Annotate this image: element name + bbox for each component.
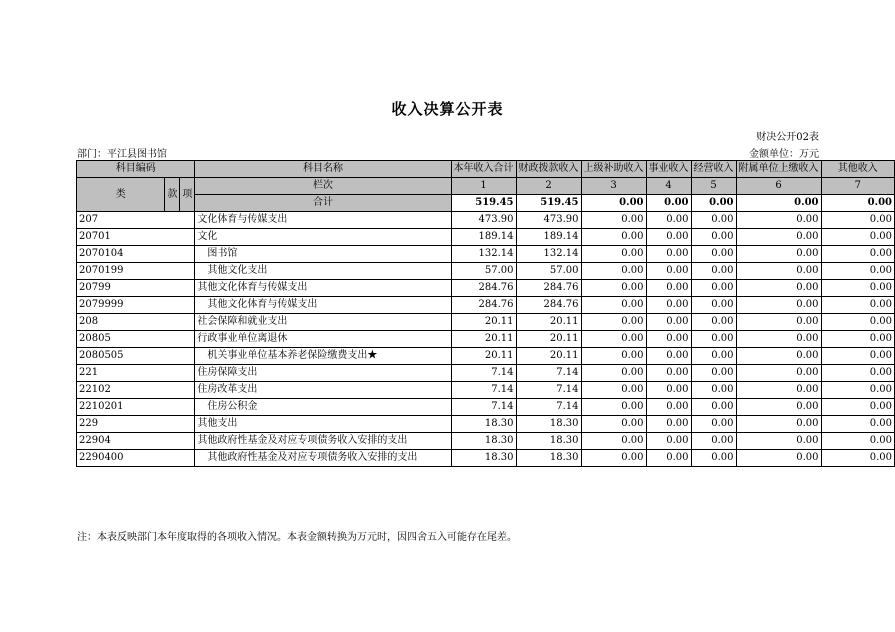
- amount-cell: 0.00: [821, 331, 894, 348]
- subject-name: 住房公积金: [195, 399, 451, 416]
- total-value: 0.00: [581, 195, 646, 212]
- amount-cell: 0.00: [646, 280, 691, 297]
- amount-cell: 0.00: [581, 212, 646, 229]
- amount-cell: 0.00: [691, 246, 736, 263]
- footnote: 注：本表反映部门本年度取得的各项收入情况。本表金额转换为万元时，因四舍五入可能存在尾差。: [77, 532, 517, 543]
- column-number-row: [77, 178, 895, 195]
- subject-code: 207: [77, 212, 195, 229]
- amount-cell: 18.30: [516, 416, 581, 433]
- amount-cell: 0.00: [646, 246, 691, 263]
- col-num: 1: [451, 178, 516, 195]
- subject-code: 229: [77, 416, 195, 433]
- table-row: [77, 246, 895, 263]
- amount-cell: 189.14: [516, 229, 581, 246]
- col-num: 4: [646, 178, 691, 195]
- amount-cell: 0.00: [691, 297, 736, 314]
- subject-name: 其他支出: [195, 416, 451, 433]
- total-value: 0.00: [821, 195, 894, 212]
- amount-cell: 0.00: [691, 382, 736, 399]
- amount-cell: 0.00: [581, 297, 646, 314]
- header-xiang: 项: [180, 178, 195, 212]
- amount-cell: 0.00: [646, 399, 691, 416]
- amount-cell: 0.00: [581, 348, 646, 365]
- amount-cell: 0.00: [691, 212, 736, 229]
- amount-cell: 0.00: [581, 263, 646, 280]
- amount-cell: 0.00: [691, 348, 736, 365]
- amount-cell: 18.30: [451, 433, 516, 450]
- amount-cell: 0.00: [581, 246, 646, 263]
- amount-cell: 0.00: [646, 314, 691, 331]
- table-row: [77, 450, 895, 467]
- amount-cell: 0.00: [736, 246, 821, 263]
- amount-cell: 0.00: [691, 263, 736, 280]
- amount-cell: 0.00: [646, 229, 691, 246]
- amount-cell: 20.11: [451, 331, 516, 348]
- table-row: [77, 314, 895, 331]
- amount-cell: 0.00: [691, 450, 736, 467]
- col-num: 3: [581, 178, 646, 195]
- amount-cell: 0.00: [821, 246, 894, 263]
- subject-code: 2210201: [77, 399, 195, 416]
- subject-name: 文化体育与传媒支出: [195, 212, 451, 229]
- amount-cell: 0.00: [821, 365, 894, 382]
- amount-cell: 0.00: [691, 280, 736, 297]
- amount-cell: 0.00: [646, 348, 691, 365]
- subject-code: 2080505: [77, 348, 195, 365]
- amount-cell: 189.14: [451, 229, 516, 246]
- amount-cell: 18.30: [516, 450, 581, 467]
- amount-cell: 18.30: [451, 450, 516, 467]
- subject-name: 图书馆: [195, 246, 451, 263]
- total-value: 0.00: [691, 195, 736, 212]
- col-num: 5: [691, 178, 736, 195]
- amount-cell: 0.00: [581, 416, 646, 433]
- header-col7: 其他收入: [821, 161, 894, 178]
- subject-code: 208: [77, 314, 195, 331]
- amount-cell: 0.00: [736, 263, 821, 280]
- amount-cell: 0.00: [646, 416, 691, 433]
- subject-name: 行政事业单位离退休: [195, 331, 451, 348]
- amount-cell: 473.90: [451, 212, 516, 229]
- header-lanci: 栏次: [195, 178, 451, 195]
- amount-cell: 0.00: [581, 365, 646, 382]
- subject-code: 2070199: [77, 263, 195, 280]
- amount-cell: 7.14: [451, 399, 516, 416]
- header-lei: 类: [77, 178, 165, 212]
- amount-cell: 0.00: [581, 450, 646, 467]
- amount-cell: 0.00: [691, 365, 736, 382]
- amount-cell: 0.00: [691, 331, 736, 348]
- table-row: [77, 399, 895, 416]
- amount-cell: 0.00: [736, 416, 821, 433]
- table-row: [77, 212, 895, 229]
- subject-name: 其他政府性基金及对应专项债务收入安排的支出: [195, 433, 451, 450]
- table-row: [77, 263, 895, 280]
- subject-name: 住房保障支出: [195, 365, 451, 382]
- subject-code: 2070104: [77, 246, 195, 263]
- amount-cell: 0.00: [581, 331, 646, 348]
- amount-cell: 0.00: [821, 433, 894, 450]
- amount-cell: 284.76: [516, 297, 581, 314]
- subject-name: 其他文化体育与传媒支出: [195, 297, 451, 314]
- subject-name: 其他政府性基金及对应专项债务收入安排的支出: [195, 450, 451, 467]
- amount-cell: 0.00: [736, 314, 821, 331]
- amount-cell: 0.00: [821, 382, 894, 399]
- table-row: [77, 348, 895, 365]
- amount-cell: 0.00: [821, 399, 894, 416]
- amount-cell: 7.14: [516, 399, 581, 416]
- amount-cell: 0.00: [736, 382, 821, 399]
- amount-cell: 0.00: [821, 280, 894, 297]
- table-row: [77, 382, 895, 399]
- amount-cell: 0.00: [581, 382, 646, 399]
- amount-cell: 0.00: [646, 297, 691, 314]
- header-kuan: 款: [165, 178, 180, 212]
- total-value: 519.45: [451, 195, 516, 212]
- header-col2: 财政拨款收入: [516, 161, 581, 178]
- amount-cell: 0.00: [736, 450, 821, 467]
- table-row: [77, 229, 895, 246]
- amount-cell: 7.14: [451, 382, 516, 399]
- amount-cell: 0.00: [646, 382, 691, 399]
- amount-cell: 20.11: [516, 348, 581, 365]
- amount-cell: 284.76: [451, 297, 516, 314]
- header-name: 科目名称: [195, 161, 451, 178]
- form-number: 财决公开02表: [756, 132, 819, 143]
- amount-cell: 0.00: [581, 280, 646, 297]
- table-row: [77, 297, 895, 314]
- header-row: [77, 161, 895, 178]
- total-value: 519.45: [516, 195, 581, 212]
- col-num: 7: [821, 178, 894, 195]
- unit-label: 金额单位：万元: [749, 149, 819, 160]
- amount-cell: 0.00: [646, 331, 691, 348]
- amount-cell: 0.00: [646, 450, 691, 467]
- col-num: 2: [516, 178, 581, 195]
- amount-cell: 20.11: [516, 331, 581, 348]
- amount-cell: 0.00: [736, 297, 821, 314]
- amount-cell: 0.00: [821, 229, 894, 246]
- subject-code: 2290400: [77, 450, 195, 467]
- amount-cell: 0.00: [736, 331, 821, 348]
- amount-cell: 284.76: [451, 280, 516, 297]
- amount-cell: 0.00: [691, 416, 736, 433]
- header-col4: 事业收入: [646, 161, 691, 178]
- total-value: 0.00: [736, 195, 821, 212]
- subject-code: 2079999: [77, 297, 195, 314]
- amount-cell: 0.00: [646, 212, 691, 229]
- amount-cell: 0.00: [736, 433, 821, 450]
- amount-cell: 0.00: [691, 399, 736, 416]
- amount-cell: 7.14: [516, 382, 581, 399]
- amount-cell: 0.00: [821, 348, 894, 365]
- header-col1: 本年收入合计: [451, 161, 516, 178]
- subject-name: 其他文化支出: [195, 263, 451, 280]
- amount-cell: 0.00: [736, 212, 821, 229]
- amount-cell: 0.00: [821, 297, 894, 314]
- page-title: 收入决算公开表: [391, 100, 504, 118]
- table-row: [77, 331, 895, 348]
- amount-cell: 132.14: [451, 246, 516, 263]
- amount-cell: 0.00: [581, 399, 646, 416]
- amount-cell: 20.11: [451, 314, 516, 331]
- header-col3: 上级补助收入: [581, 161, 646, 178]
- amount-cell: 0.00: [736, 399, 821, 416]
- amount-cell: 284.76: [516, 280, 581, 297]
- amount-cell: 7.14: [451, 365, 516, 382]
- subject-code: 221: [77, 365, 195, 382]
- department-label: 部门：平江县图书馆: [77, 149, 167, 160]
- amount-cell: 0.00: [646, 263, 691, 280]
- header-col5: 经营收入: [691, 161, 736, 178]
- amount-cell: 0.00: [581, 229, 646, 246]
- income-table: [76, 160, 895, 467]
- col-num: 6: [736, 178, 821, 195]
- amount-cell: 0.00: [581, 433, 646, 450]
- subject-name: 其他文化体育与传媒支出: [195, 280, 451, 297]
- table-row: [77, 365, 895, 382]
- amount-cell: 0.00: [821, 212, 894, 229]
- amount-cell: 20.11: [451, 348, 516, 365]
- amount-cell: 132.14: [516, 246, 581, 263]
- amount-cell: 473.90: [516, 212, 581, 229]
- subject-code: 22102: [77, 382, 195, 399]
- header-code: 科目编码: [77, 161, 195, 178]
- table-row: [77, 433, 895, 450]
- amount-cell: 0.00: [736, 348, 821, 365]
- amount-cell: 0.00: [581, 314, 646, 331]
- subject-code: 20701: [77, 229, 195, 246]
- amount-cell: 0.00: [821, 263, 894, 280]
- amount-cell: 0.00: [736, 365, 821, 382]
- amount-cell: 0.00: [821, 450, 894, 467]
- amount-cell: 0.00: [691, 433, 736, 450]
- total-row: [77, 195, 895, 212]
- amount-cell: 0.00: [646, 365, 691, 382]
- total-value: 0.00: [646, 195, 691, 212]
- amount-cell: 0.00: [691, 229, 736, 246]
- amount-cell: 57.00: [516, 263, 581, 280]
- subject-name: 住房改革支出: [195, 382, 451, 399]
- amount-cell: 0.00: [646, 433, 691, 450]
- table-row: [77, 416, 895, 433]
- subject-name: 文化: [195, 229, 451, 246]
- subject-code: 22904: [77, 433, 195, 450]
- subject-name: 社会保障和就业支出: [195, 314, 451, 331]
- amount-cell: 18.30: [516, 433, 581, 450]
- amount-cell: 0.00: [691, 314, 736, 331]
- amount-cell: 0.00: [821, 416, 894, 433]
- amount-cell: 57.00: [451, 263, 516, 280]
- amount-cell: 20.11: [516, 314, 581, 331]
- subject-code: 20805: [77, 331, 195, 348]
- subject-name: 机关事业单位基本养老保险缴费支出★: [195, 348, 451, 365]
- total-label: 合计: [195, 195, 451, 212]
- header-col6: 附属单位上缴收入: [736, 161, 821, 178]
- subject-code: 20799: [77, 280, 195, 297]
- amount-cell: 7.14: [516, 365, 581, 382]
- table-row: [77, 280, 895, 297]
- amount-cell: 18.30: [451, 416, 516, 433]
- amount-cell: 0.00: [736, 229, 821, 246]
- amount-cell: 0.00: [821, 314, 894, 331]
- amount-cell: 0.00: [736, 280, 821, 297]
